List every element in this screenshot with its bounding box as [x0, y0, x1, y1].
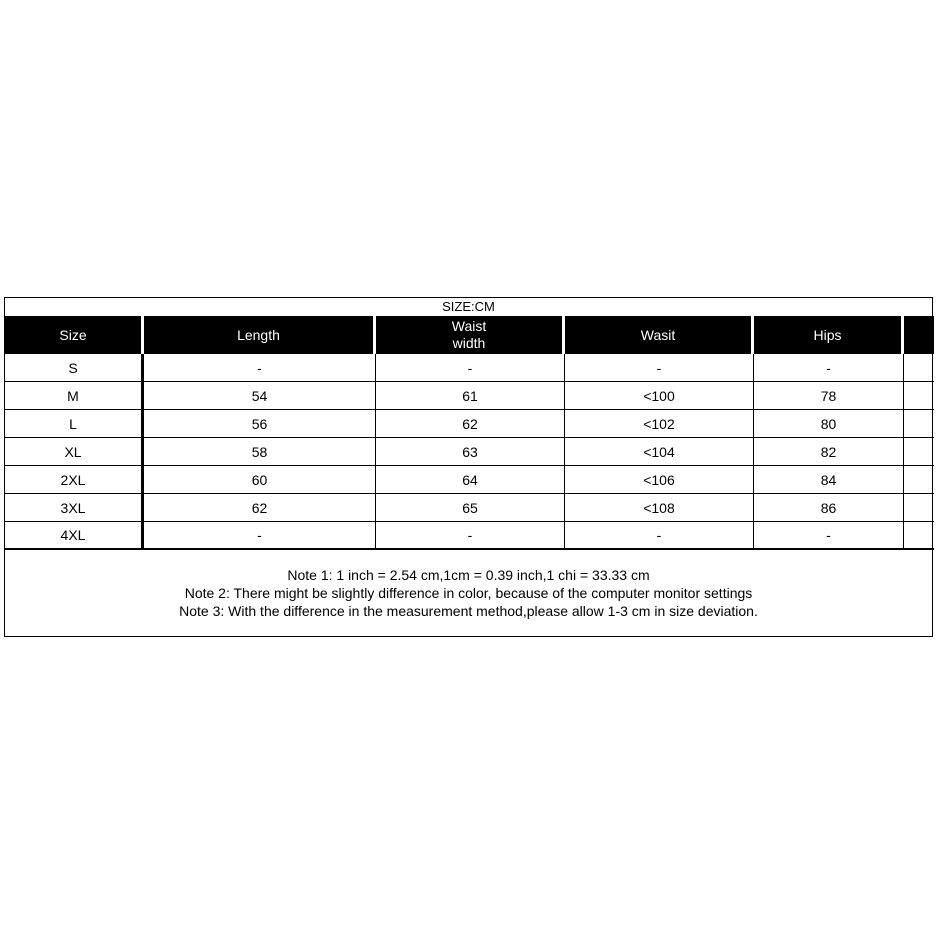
row-4xl-waist-width: -: [376, 522, 565, 550]
row-2xl-size: 2XL: [5, 466, 144, 494]
row-s-size: S: [5, 354, 144, 382]
row-l-waist-width: 62: [376, 410, 565, 438]
row-l-extra: [904, 410, 934, 438]
row-l-wasit: <102: [565, 410, 754, 438]
size-chart: [4, 297, 933, 637]
size-table: [5, 316, 934, 550]
row-m-length: 54: [144, 382, 376, 410]
row-3xl-wasit: <108: [565, 494, 754, 522]
header-length: Length: [144, 316, 376, 354]
row-4xl-hips: -: [754, 522, 904, 550]
row-3xl-size: 3XL: [5, 494, 144, 522]
row-2xl-waist-width: 64: [376, 466, 565, 494]
note-1: Note 1: 1 inch = 2.54 cm,1cm = 0.39 inch,1 chi = 33.33 cm: [287, 567, 650, 583]
row-xl-size: XL: [5, 438, 144, 466]
row-m-wasit: <100: [565, 382, 754, 410]
row-4xl-extra: [904, 522, 934, 550]
row-3xl-hips: 86: [754, 494, 904, 522]
row-3xl-waist-width: 65: [376, 494, 565, 522]
row-xl-hips: 82: [754, 438, 904, 466]
row-xl-waist-width: 63: [376, 438, 565, 466]
row-m-hips: 78: [754, 382, 904, 410]
row-4xl-length: -: [144, 522, 376, 550]
size-chart-title: SIZE:CM: [442, 299, 495, 314]
header-wasit: Wasit: [565, 316, 754, 354]
row-s-length: -: [144, 354, 376, 382]
row-3xl-extra: [904, 494, 934, 522]
row-m-waist-width: 61: [376, 382, 565, 410]
row-2xl-extra: [904, 466, 934, 494]
row-2xl-length: 60: [144, 466, 376, 494]
header-size: Size: [5, 316, 144, 354]
notes-section: [5, 566, 932, 620]
row-2xl-wasit: <106: [565, 466, 754, 494]
row-xl-length: 58: [144, 438, 376, 466]
row-xl-wasit: <104: [565, 438, 754, 466]
note-2: Note 2: There might be slightly difference in color, because of the computer monitor settings: [184, 585, 753, 601]
row-4xl-wasit: -: [565, 522, 754, 550]
row-l-hips: 80: [754, 410, 904, 438]
row-l-size: L: [5, 410, 144, 438]
header-extra: [904, 316, 934, 354]
row-3xl-length: 62: [144, 494, 376, 522]
row-2xl-hips: 84: [754, 466, 904, 494]
note-3: Note 3: With the difference in the measurement method,please allow 1-3 cm in size deviation.: [179, 603, 758, 619]
header-waist-width: [376, 316, 565, 354]
header-hips: Hips: [754, 316, 904, 354]
row-s-waist-width: -: [376, 354, 565, 382]
row-xl-extra: [904, 438, 934, 466]
row-s-hips: -: [754, 354, 904, 382]
row-m-extra: [904, 382, 934, 410]
row-s-extra: [904, 354, 934, 382]
row-m-size: M: [5, 382, 144, 410]
row-4xl-size: 4XL: [5, 522, 144, 550]
row-s-wasit: -: [565, 354, 754, 382]
row-l-length: 56: [144, 410, 376, 438]
header-waist-width-label: Waist width: [451, 318, 487, 351]
